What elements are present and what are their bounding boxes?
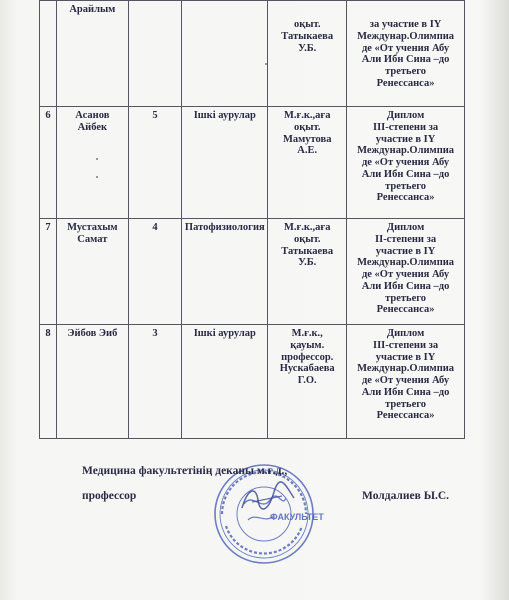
table-row [40, 219, 465, 325]
result-line: Междунар.Олимпиа [357, 257, 455, 269]
result-line: третьего [385, 66, 427, 77]
result-line: третьего [385, 398, 427, 410]
supervisor-line: оқыт. [293, 233, 321, 245]
supervisor-line: У.Б. [298, 42, 317, 54]
supervisor-line: М.ғ.к.,аға [283, 222, 331, 233]
student-name-cell [56, 325, 128, 439]
subject-cell [182, 1, 268, 107]
supervisor-cell [268, 219, 347, 325]
result-cell [347, 219, 465, 325]
result-line: Диплом [386, 328, 425, 339]
subject-cell: Патофизиология [182, 219, 268, 325]
result-line: Ренессанса» [376, 410, 435, 422]
result-line: Ренессанса» [376, 304, 435, 316]
result-cell [347, 1, 465, 107]
result-line: де «От учения Абу [361, 375, 450, 386]
result-line: III-степени за [372, 339, 439, 351]
student-name-line: Айбек [77, 121, 108, 133]
scan-speck [96, 158, 98, 160]
student-name-cell [56, 1, 128, 107]
row-number-cell: 6 [40, 107, 57, 219]
result-line: Междунар.Олимпиа [357, 30, 455, 42]
row-number-cell [40, 1, 57, 107]
result-line: участие в IY [375, 351, 436, 363]
result-line: участие в IY [375, 133, 436, 145]
olympiad-results-table [39, 0, 465, 439]
supervisor-line: оқыт. [293, 121, 321, 133]
student-name-line: Асанов [75, 110, 110, 121]
result-line: де «От учения Абу [361, 42, 450, 54]
table-row [40, 107, 465, 219]
supervisor-cell [268, 107, 347, 219]
result-line: Диплом [386, 110, 425, 121]
result-line: за участие в IY [369, 19, 442, 30]
result-line: II-степени за [375, 233, 437, 245]
result-cell [347, 107, 465, 219]
supervisor-line: М.ғ.к.,аға [283, 110, 331, 121]
result-line: Али Ибн Сина –до [361, 280, 450, 292]
supervisor-line: Татыкаева [281, 245, 334, 257]
scan-speck [265, 63, 267, 65]
course-year-cell: 3 [128, 325, 182, 439]
course-year-cell: 5 [128, 107, 182, 219]
result-line: Али Ибн Сина –до [361, 168, 450, 180]
supervisor-line: Г.О. [297, 375, 317, 386]
stamp-label: ФАКУЛЬТЕТ [270, 512, 324, 522]
result-line: участие в IY [375, 245, 436, 257]
supervisor-line: Татыкаева [281, 30, 334, 42]
dean-title-line: Медицина факультетінің деканы м.ғ.д., [82, 465, 288, 477]
result-line: III-степени за [372, 121, 439, 133]
student-name-line: Мустахым [67, 222, 118, 233]
row-number-cell: 7 [40, 219, 57, 325]
course-year-cell: 4 [128, 219, 182, 325]
result-line: Диплом [386, 222, 425, 233]
subject-cell: Ішкі аурулар [182, 107, 268, 219]
result-line: третьего [385, 180, 427, 192]
supervisor-cell [268, 325, 347, 439]
result-line: Междунар.Олимпиа [357, 363, 455, 375]
student-name-cell [56, 107, 128, 219]
supervisor-line: профессор. [281, 351, 334, 363]
dean-rank: профессор [82, 490, 137, 502]
student-name-line: Эйбов Эиб [67, 328, 118, 339]
result-line: Али Ибн Сина –до [361, 386, 450, 398]
supervisor-line: М.ғ.к., [291, 328, 323, 339]
result-cell [347, 325, 465, 439]
result-line: де «От учения Абу [361, 269, 450, 280]
table-row [40, 1, 465, 107]
course-year-cell [128, 1, 182, 107]
supervisor-line: оқыт. [293, 19, 321, 30]
dean-name: Молдалиев Ы.С. [362, 490, 450, 502]
result-line: третьего [385, 292, 427, 304]
result-line: Ренессанса» [376, 192, 435, 204]
student-name-cell [56, 219, 128, 325]
row-number-cell: 8 [40, 325, 57, 439]
supervisor-line: Нускабаева [279, 363, 335, 375]
result-line: Междунар.Олимпиа [357, 145, 455, 157]
subject-cell: Ішкі аурулар [182, 325, 268, 439]
result-line: Ренессанса» [376, 77, 435, 89]
supervisor-line: У.Б. [298, 257, 317, 269]
handwritten-signature [238, 478, 298, 518]
supervisor-cell [268, 1, 347, 107]
supervisor-line: Мамутова [282, 133, 332, 145]
supervisor-line: А.Е. [297, 145, 318, 157]
result-line: де «От учения Абу [361, 157, 450, 168]
result-line: Али Ибн Сина –до [361, 54, 450, 66]
table-row [40, 325, 465, 439]
scan-speck [96, 176, 98, 178]
student-name-line: Самат [77, 233, 108, 245]
supervisor-line: қауым. [290, 339, 325, 351]
student-name-line: Арайлым [69, 4, 116, 15]
